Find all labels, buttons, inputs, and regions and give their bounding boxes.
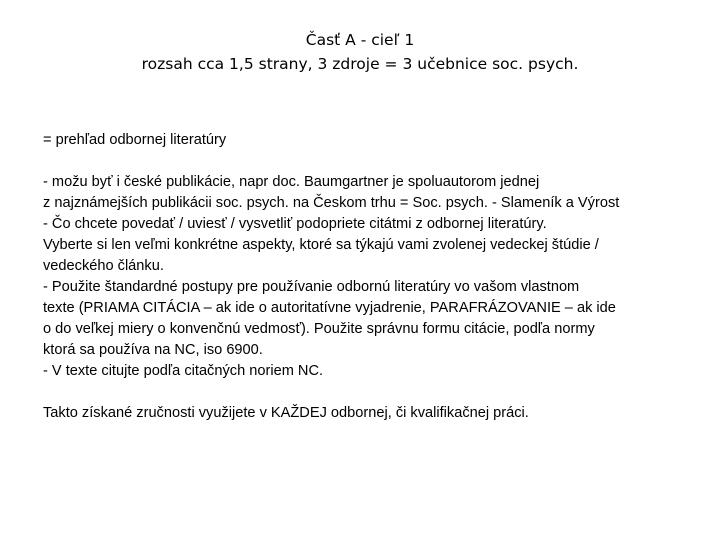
- point-3-line-1: - Použite štandardné postupy pre používanie odbornú literatúry vo vašom vlastnom: [43, 279, 580, 295]
- title-line-2: rozsah cca 1,5 strany, 3 zdroje = 3 učebnice soc. psych.: [141, 55, 579, 73]
- point-1-line-1: - možu byť i české publikácie, napr doc. Baumgartner je spoluautorom jednej: [43, 174, 540, 190]
- point-3: [43, 277, 693, 361]
- point-2-line-1: - Čo chcete povedať / uviesť / vysvetliť podopriete citátmi z odbornej literatúry.: [43, 216, 547, 232]
- closing-line: Takto získané zručnosti využijete v KAŽDEJ odbornej, či kvalifikačnej práci.: [43, 405, 529, 421]
- point-4: [43, 361, 693, 382]
- definition-line: = prehľad odbornej literatúry: [43, 132, 227, 148]
- point-1: [43, 172, 693, 214]
- point-3-line-2: texte (PRIAMA CITÁCIA – ak ide o autoritatívne vyjadrenie, PARAFRÁZOVANIE – ak ide: [43, 300, 616, 316]
- point-2-line-3: vedeckého článku.: [43, 258, 164, 274]
- point-1-line-2: z najznámejších publikácii soc. psych. na Českom trhu = Soc. psych. - Slameník a Výrost: [43, 195, 620, 211]
- point-2-line-2: Vyberte si len veľmi konkrétne aspekty, ktoré sa týkajú vami zvolenej vedeckej štúdie /: [43, 237, 599, 253]
- title-line-1: Časť A - cieľ 1: [305, 31, 415, 49]
- point-4-line-1: - V texte citujte podľa citačných noriem NC.: [43, 363, 324, 379]
- slide-body: [43, 130, 693, 424]
- point-3-line-3: o do veľkej miery o konvenčnú vedmosť). Použite správnu formu citácie, podľa normy: [43, 321, 595, 337]
- point-2: [43, 214, 693, 277]
- point-3-line-4: ktorá sa používa na NC, iso 6900.: [43, 342, 263, 358]
- slide-title: [60, 28, 660, 76]
